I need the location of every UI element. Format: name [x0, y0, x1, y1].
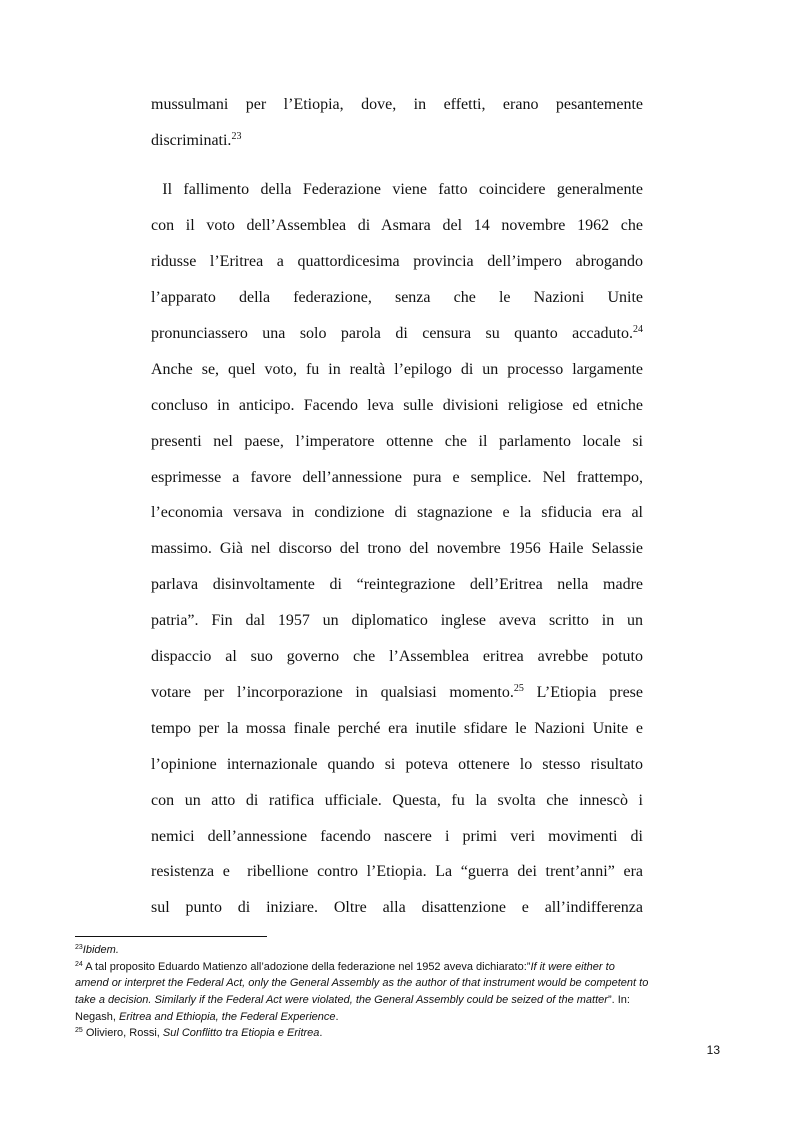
body-line-22: resistenza e ribellione contro l’Etiopia. La “guerra dei trent’anni” era — [151, 863, 643, 880]
body-line-11: esprimesse a favore dell’annessione pura e semplice. Nel frattempo, — [151, 469, 643, 486]
body-line-23: sul punto di iniziare. Oltre alla disattenzione e all’indifferenza — [151, 899, 643, 916]
body-line-12: l’economia versava in condizione di stagnazione e la sfiducia era al — [151, 504, 643, 521]
body-line-6: l’apparato della federazione, senza che le Nazioni Unite — [151, 289, 643, 306]
footnote-separator — [75, 936, 267, 937]
body-line-16: dispaccio al suo governo che l’Assemblea eritrea avrebbe potuto — [151, 648, 643, 665]
body-line-13: massimo. Già nel discorso del trono del novembre 1956 Haile Selassie — [151, 540, 643, 557]
body-line-20: con un atto di ratifica ufficiale. Questa, fu la svolta che innescò i — [151, 792, 643, 809]
body-line-4: con il voto dell’Assemblea di Asmara del 14 novembre 1962 che — [151, 217, 643, 234]
body-line-1: mussulmani per l’Etiopia, dove, in effetti, erano pesantemente — [151, 96, 643, 113]
body-line-19: l’opinione internazionale quando si poteva ottenere lo stesso risultato — [151, 756, 643, 773]
body-line-15: patria”. Fin dal 1957 un diplomatico inglese aveva scritto in un — [151, 612, 643, 629]
body-line-5: ridusse l’Eritrea a quattordicesima provincia dell’impero abrogando — [151, 253, 643, 270]
footnote-ref-25[interactable]: 25 — [513, 683, 524, 694]
body-line-21: nemici dell’annessione facendo nascere i primi veri movimenti di — [151, 828, 643, 845]
body-line-9: concluso in anticipo. Facendo leva sulle divisioni religiose ed etniche — [151, 397, 643, 414]
body-line-14: parlava disinvoltamente di “reintegrazione dell’Eritrea nella madre — [151, 576, 643, 593]
page-number: 13 — [706, 1043, 720, 1057]
footnote-23: $^{23}$Ibidem. — [75, 944, 119, 956]
body-line-7: pronunciassero una solo parola di censura su quanto accaduto.$^{24}$ — [151, 324, 643, 342]
body-line-10: presenti nel paese, l’imperatore ottenne che il parlamento locale si — [151, 433, 643, 450]
footnote-24-line-1: $^{24}$ A tal proposito Eduardo Matienzo all’adozione della federazione nel 1952 aveva dichiarato:”If it were either to — [75, 961, 615, 973]
footnote-24-line-4: Negash, Eritrea and Ethiopia, the Federal Experience. — [75, 1011, 339, 1023]
footnote-24-line-2: amend or interpret the Federal Act, only the General Assembly as the author of that instrument would be competent to — [75, 977, 649, 989]
body-line-18: tempo per la mossa finale perché era inutile sfidare le Nazioni Unite e — [151, 720, 643, 737]
footnote-ref-23[interactable]: 23 — [231, 131, 242, 142]
footnote-ref-24[interactable]: 24 — [633, 324, 643, 335]
body-line-2: discriminati.$^{23}$ — [151, 131, 242, 149]
body-line-3: Il fallimento della Federazione viene fatto coincidere generalmente — [151, 181, 643, 198]
footnote-25: $^{25}$ Oliviero, Rossi, Sul Conflitto tra Etiopia e Eritrea. — [75, 1027, 323, 1039]
body-line-8: Anche se, quel voto, fu in realtà l’epilogo di un processo largamente — [151, 361, 643, 378]
body-line-17: votare per l’incorporazione in qualsiasi momento.$^{25}$ L’Etiopia prese — [151, 683, 643, 701]
footnote-24-line-3: take a decision. Similarly if the Federal Act were violated, the General Assembly could be seized of the matter”. In: — [75, 994, 630, 1006]
